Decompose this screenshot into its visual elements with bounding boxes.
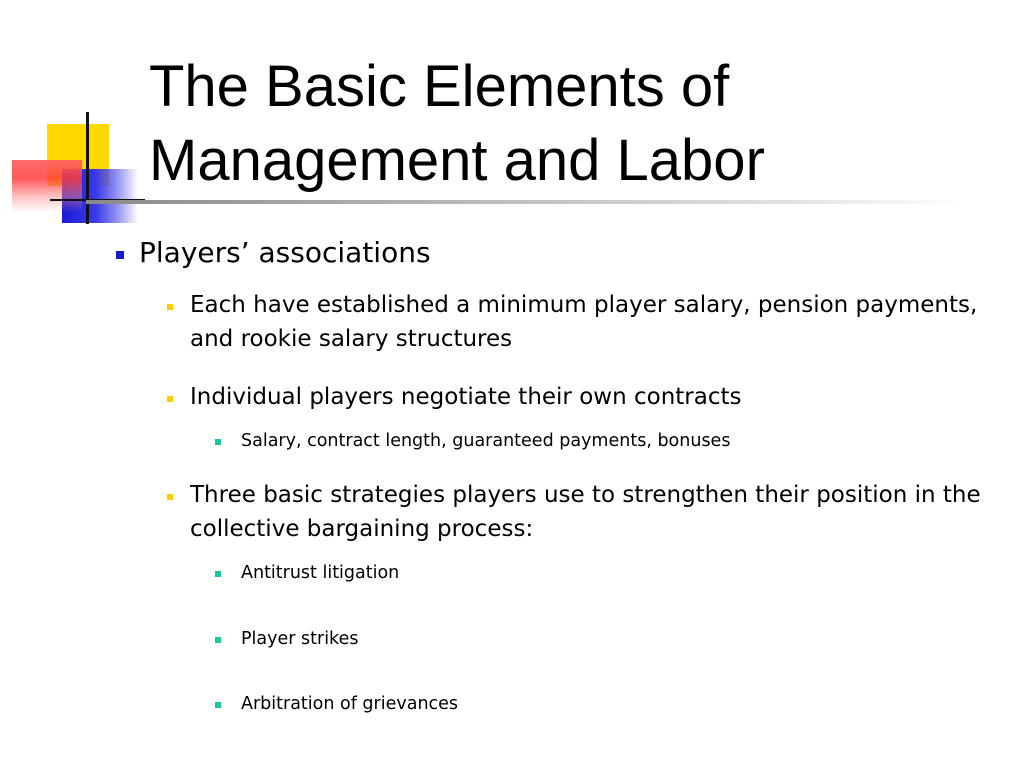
bullet-text: Three basic strategies players use to strengthen their position in the collective bargaining process: bbox=[190, 482, 981, 542]
bullet-marker-square-icon bbox=[215, 439, 221, 445]
bullet-item-level3 bbox=[241, 692, 981, 716]
bullet-text: Salary, contract length, guaranteed payments, bonuses bbox=[241, 431, 731, 451]
bullet-item-level2 bbox=[190, 478, 985, 546]
bullet-item-level3 bbox=[241, 561, 981, 585]
red-square-decoration bbox=[12, 160, 82, 212]
title-underline-rule bbox=[86, 200, 966, 204]
bullet-marker-square-icon bbox=[215, 637, 221, 643]
bullet-text: Arbitration of grievances bbox=[241, 694, 459, 714]
bullet-marker-square-icon bbox=[116, 251, 124, 259]
bullet-item-level3 bbox=[241, 429, 981, 453]
bullet-marker-square-icon bbox=[215, 702, 221, 708]
bullet-text: Antitrust litigation bbox=[241, 563, 400, 583]
bullet-marker-square-icon bbox=[167, 304, 173, 310]
bullet-text: Player strikes bbox=[241, 629, 359, 649]
bullet-marker-square-icon bbox=[167, 494, 173, 500]
bullet-item-level3 bbox=[241, 627, 981, 651]
bullet-marker-square-icon bbox=[167, 396, 173, 402]
bullet-text: Each have established a minimum player salary, pension payments, and rookie salary structures bbox=[190, 292, 978, 352]
bullet-text: Individual players negotiate their own contracts bbox=[190, 384, 742, 410]
bullet-text: Players’ associations bbox=[139, 236, 431, 269]
bullet-item-level2 bbox=[190, 380, 980, 414]
vertical-line-decoration bbox=[86, 112, 89, 224]
slide-title: The Basic Elements of Management and Labor bbox=[149, 54, 765, 194]
bullet-item-level1 bbox=[139, 236, 959, 270]
bullet-item-level2 bbox=[190, 288, 980, 356]
bullet-marker-square-icon bbox=[215, 571, 221, 577]
